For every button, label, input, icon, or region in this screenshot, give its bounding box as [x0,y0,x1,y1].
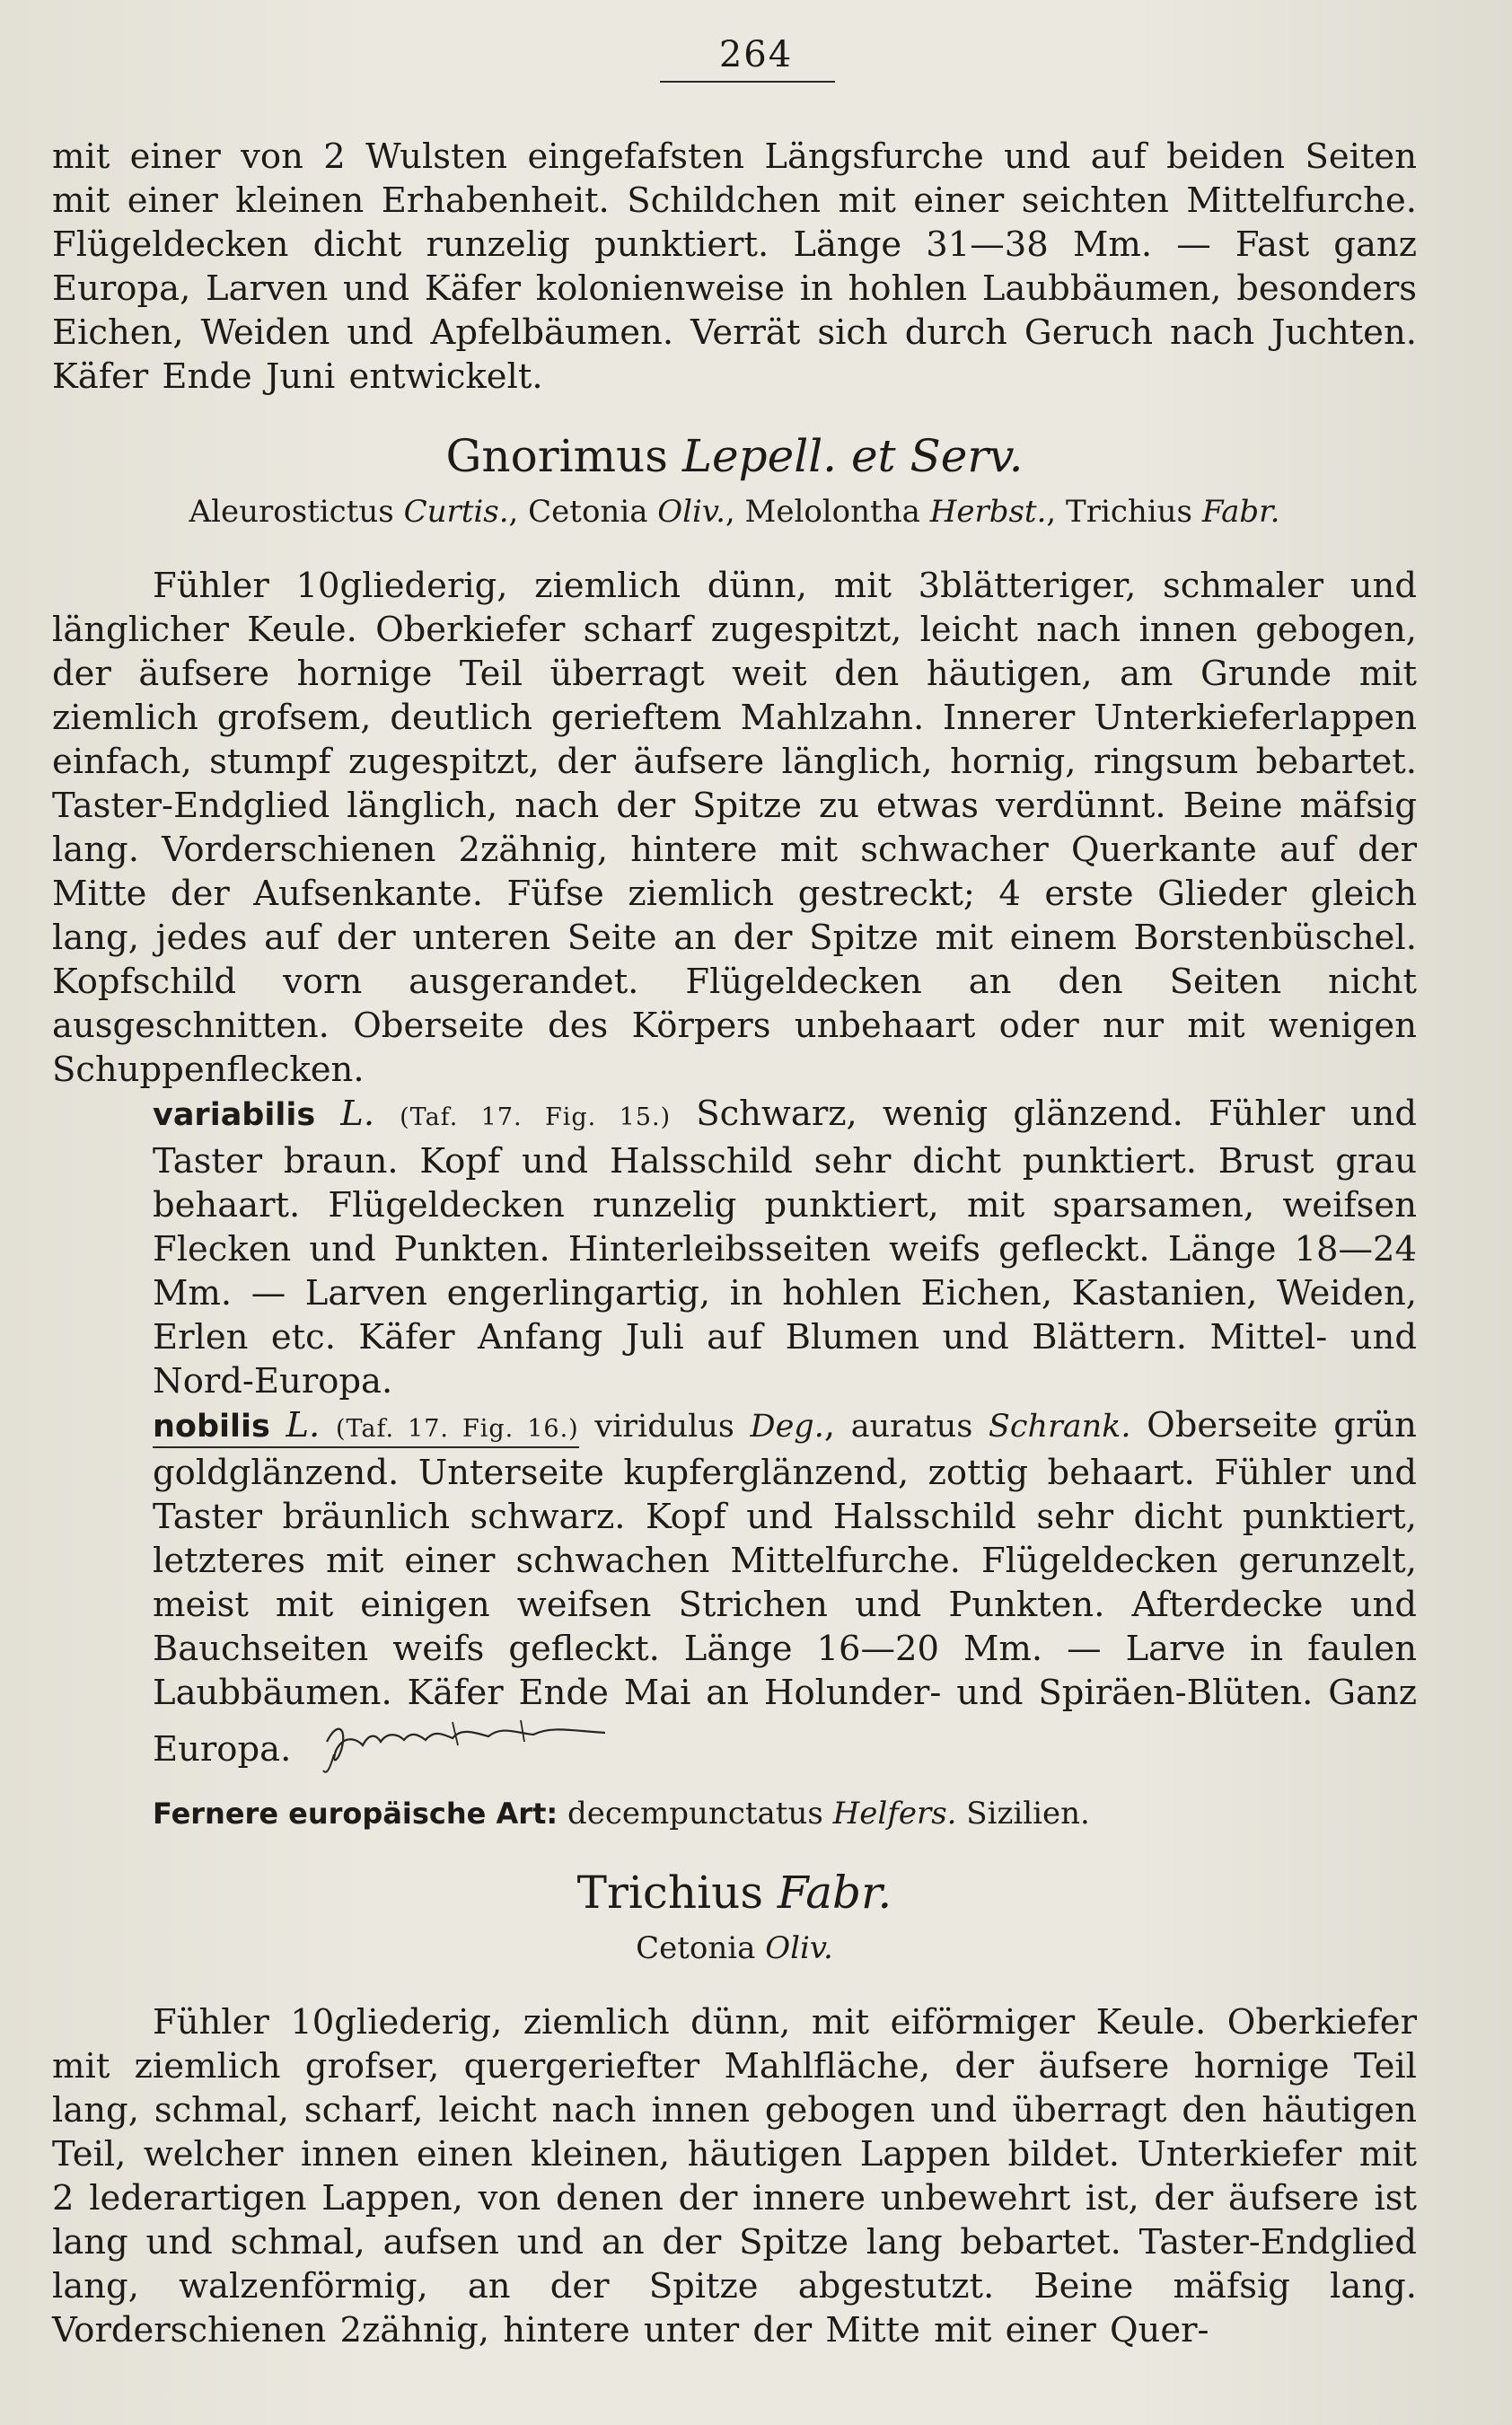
genus-name: Gnorimus [445,430,668,482]
further-species-label: Fernere europäische Art: [153,1797,558,1831]
further-species-line [52,1792,1417,1835]
page-number: 264 [718,34,794,75]
further-species-region: Sizilien. [966,1796,1090,1832]
genus-synonyms: Aleurostictus Curtis., Cetonia Oliv., Melolontha Herbst., Trichius Fabr. [189,494,1280,530]
genus-description: Fühler 10gliederig, ziemlich dünn, mit eiförmiger Keule. Oberkiefer mit ziemlich grofser, quergeriefter Mahlfläche, der äufsere hornige Teil lang, schmal, scharf, leicht nach innen gebogen und überragt den häutigen Teil, welcher innen einen kleinen, häutigen Lappen bildet. Unterkiefer mit 2 lederartigen Lappen, von denen der innere unbewehrt ist, der äufsere ist lang und schmal, aufsen und an der Spitze lang bebartet. Taster-Endglied lang, walzenförmig, an der Spitze abgestutzt. Beine mäfsig lang. Vorderschienen 2zähnig, hintere unter der Mitte mit einer Quer- [52,2002,1417,2350]
species-synonym: auratus [850,1409,973,1445]
synonym-name: Aleurostictus [189,494,394,530]
genus-synonyms [52,1929,1417,1968]
species-description: Schwarz, wenig glänzend. Fühler und Taster braun. Kopf und Halsschild sehr dicht punktiert. Brust grau behaart. Flügeldecken runzelig punktiert, mit sparsamen, weifsen Flecken und Punkten. Hinterleibsseiten weifs gefleckt. Länge 18—24 Mm. — Larven engerlingartig, in hohlen Eichen, Kastanien, Weiden, Erlen etc. Käfer Anfang Juli auf Blumen und Blättern. Mittel- und Nord-Europa. [153,1094,1417,1401]
plate-reference: (Taf. 17. Fig. 15.) [400,1103,672,1131]
species-author: L. [286,1405,321,1445]
synonym-author: Oliv. [657,494,725,530]
plate-reference: (Taf. 17. Fig. 16.) [335,1415,579,1443]
synonym-author: Fabr. [1201,494,1280,530]
further-species-author: Helfers. [832,1796,957,1832]
genus-heading-gnorimus [52,429,1417,483]
genus-author: Fabr. [777,1867,892,1919]
intro-paragraph: mit einer von 2 Wulsten eingefafsten Längsfurche und auf beiden Seiten mit einer kleinen Erhabenheit. Schildchen mit einer seichten Mittelfurche. Flügeldecken dicht runzelig punktiert. Länge 31—38 Mm. — Fast ganz Europa, Larven und Käfer kolonienweise in hohlen Laubbäumen, besonders Eichen, Weiden und Apfelbäumen. Verrät sich durch Geruch nach Juchten. Käfer Ende Juni entwickelt. [52,136,1417,397]
page-number-rule [660,81,835,83]
genus-heading-trichius [52,1866,1417,1920]
synonym-name: Trichius [1066,494,1192,530]
species-description: Oberseite grün goldglänzend. Unterseite kupferglänzend, zottig behaart. Fühler und Taster bräunlich schwarz. Kopf und Halsschild sehr dicht punktiert, letzteres mit einer schwachen Mittelfurche. Flügeldecken gerunzelt, meist mit einigen weifsen Strichen und Punkten. Afterdecke und Bauchseiten weifs gefleckt. Länge 16—20 Mm. — Larve in faulen Laubbäumen. Käfer Ende Mai an Holunder- und Spiräen-Blüten. Ganz Europa. [153,1405,1417,1770]
further-species-name: decempunctatus [567,1796,823,1832]
underlined-species-name [153,1405,579,1448]
genus-name: Trichius [576,1867,763,1919]
species-author: L. [340,1094,375,1134]
synonym-author: Oliv. [765,1930,833,1966]
species-synonym: viridulus [594,1409,734,1445]
synonym-name: Cetonia [636,1930,756,1966]
synonym-name: Cetonia [528,494,648,530]
species-entry-variabilis [52,1092,1417,1403]
species-name: variabilis [153,1097,316,1133]
species-synonym-author: Schrank. [988,1409,1131,1445]
species-synonym-author: Deg. [750,1409,824,1445]
genus-description: Fühler 10gliederig, ziemlich dünn, mit 3blätteriger, schmaler und länglicher Keule. Oberkiefer scharf zugespitzt, leicht nach innen gebogen, der äufsere hornige Teil überragt weit den häutigen, am Grunde mit ziemlich grofsem, deutlich gerieftem Mahlzahn. Innerer Unterkieferlappen einfach, stumpf zugespitzt, der äufsere länglich, hornig, ringsum bebartet. Taster-Endglied länglich, nach der Spitze zu etwas verdünnt. Beine mäfsig lang. Vorderschienen 2zähnig, hintere mit schwacher Querkante auf der Mitte der Aufsenkante. Füfse ziemlich gestreckt; 4 erste Glieder gleich lang, jedes auf der unteren Seite an der Spitze mit einem Borstenbüschel. Kopfschild vorn ausgerandet. Flügeldecken an den Seiten nicht ausgeschnitten. Oberseite des Körpers unbehaart oder nur mit wenigen Schuppenflecken. [52,566,1417,1090]
synonym-author: Curtis. [403,494,509,530]
handwritten-signature [318,1715,614,1788]
species-name: nobilis [153,1409,270,1445]
page-body [52,135,1417,2352]
species-entry-nobilis: nobilis L. (Taf. 17. Fig. 16.) viridulus Deg., auratus Schrank. Oberseite grün goldglänzend. Unterseite kupferglänzend, zottig behaart. Fühler und Taster bräunlich schwarz. Kopf und Halsschild sehr dicht punktiert, letzteres mit einer schwachen Mittelfurche. Flügeldecken gerunzelt, meist mit einigen weifsen Strichen und Punkten. Afterdecke und Bauchseiten weifs gefleckt. Länge 16—20 Mm. — Larve in faulen Laubbäumen. Käfer Ende Mai an Holunder- und Spiräen-Blüten. Ganz Europa. [52,1403,1417,1788]
genus-author: Lepell. et Serv. [681,430,1024,482]
synonym-author: Herbst. [929,494,1047,530]
synonym-name: Melolontha [744,494,920,530]
